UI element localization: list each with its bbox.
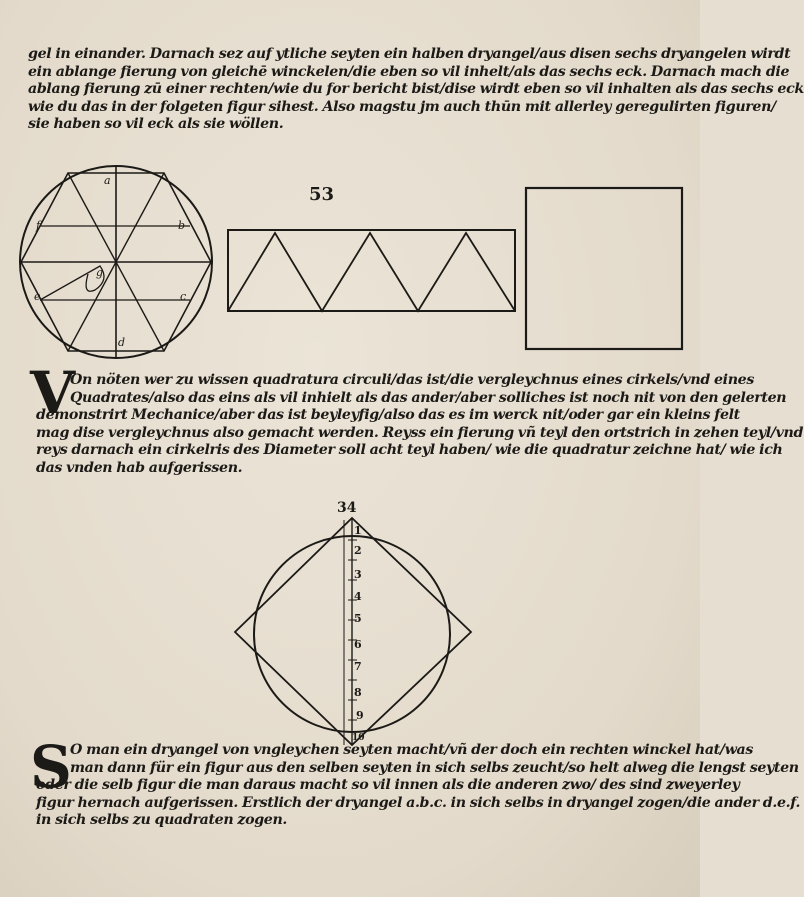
quad-label-4: 4 bbox=[354, 590, 362, 603]
quad-label-34: 34 bbox=[337, 500, 357, 516]
hex-label-c: c bbox=[180, 290, 187, 303]
hex-label-f: f bbox=[36, 219, 41, 232]
square-figure bbox=[526, 188, 682, 349]
text-line: On nöten wer zu wissen quadratura circuli/das ist/die vergleychnus eines cirkels/vnd eines bbox=[70, 372, 754, 388]
quad-label-6: 6 bbox=[354, 638, 362, 651]
page-number: 53 bbox=[309, 184, 335, 205]
text-line: man dann für ein figur aus den selben seyten in sich selbs zeucht/so helt alweg die lengst seyten bbox=[70, 759, 799, 776]
oblong-triangles-figure bbox=[228, 230, 515, 311]
drop-cap-v: V bbox=[30, 359, 76, 427]
hex-label-g: g bbox=[96, 266, 104, 279]
hex-label-a: a bbox=[104, 174, 111, 187]
quadrature-circle-figure bbox=[235, 518, 471, 745]
hex-label-b: b bbox=[178, 219, 186, 232]
text-line: sie haben so vil eck als sie wöllen. bbox=[28, 116, 284, 133]
text-line: reys darnach ein cirkelris des Diameter soll acht teyl haben/ wie die quadratur zeichne hat/ wie ich bbox=[36, 442, 783, 459]
hex-label-e: e bbox=[34, 290, 41, 303]
text-line: Quadrates/also das eins als vil inhielt als das ander/aber solliches ist noch nit von den gelerten bbox=[70, 389, 787, 406]
text-line: ablang fierung zū einer rechten/wie du for bericht bist/dise wirdt eben so vil inhalten als das sechs eck bbox=[28, 81, 804, 98]
quad-label-5: 5 bbox=[354, 612, 362, 625]
quad-label-9: 9 bbox=[356, 709, 364, 722]
quad-label-1: 1 bbox=[354, 524, 362, 537]
text-line: in sich selbs zu quadraten zogen. bbox=[36, 812, 287, 829]
drop-cap-s: S bbox=[30, 733, 72, 801]
text-line: O man ein dryangel von vngleychen seyten macht/vñ der doch ein rechten winckel hat/was bbox=[70, 742, 754, 758]
text-line: wie du das in der folgeten figur sihest. Also magstu jm auch thūn mit allerley geregulirten figuren/ bbox=[28, 98, 776, 115]
quad-label-3: 3 bbox=[354, 568, 362, 581]
text-line: das vnden hab aufgerissen. bbox=[36, 459, 243, 476]
text-line: mag dise vergleychnus also gemacht werden. Reyss ein fierung vñ teyl den ortstrich in zehen teyl/vnd bbox=[36, 424, 804, 441]
text-line: gel in einander. Darnach sez auf ytliche seyten ein halben dryangel/aus disen sechs dryangelen wirdt bbox=[28, 46, 791, 62]
paragraph-middle bbox=[36, 372, 804, 478]
text-line: oder die selb figur die man daraus macht so vil innen als die anderen zwo/ des sind zweyerley bbox=[36, 777, 740, 794]
quad-label-7: 7 bbox=[354, 660, 362, 673]
quad-label-2: 2 bbox=[354, 544, 362, 557]
hex-label-d: d bbox=[118, 336, 126, 349]
text-line: ein ablange fierung von gleichē winckelen/die eben so vil inhelt/als das sechs eck. Darnach mach die bbox=[28, 63, 790, 80]
text-line: demonstrirt Mechanice/aber das ist beyleyfig/also das es im werck nit/oder gar ein kleins felt bbox=[36, 407, 740, 424]
quad-label-8: 8 bbox=[354, 686, 362, 699]
paragraph-bottom bbox=[36, 742, 801, 830]
text-line: figur hernach aufgerissen. Erstlich der dryangel a.b.c. in sich selbs in dryangel zogen/die ander d.e.f. bbox=[36, 794, 801, 811]
quad-label-10: 10 bbox=[352, 733, 365, 743]
hexagon-in-circle-figure bbox=[20, 166, 212, 358]
